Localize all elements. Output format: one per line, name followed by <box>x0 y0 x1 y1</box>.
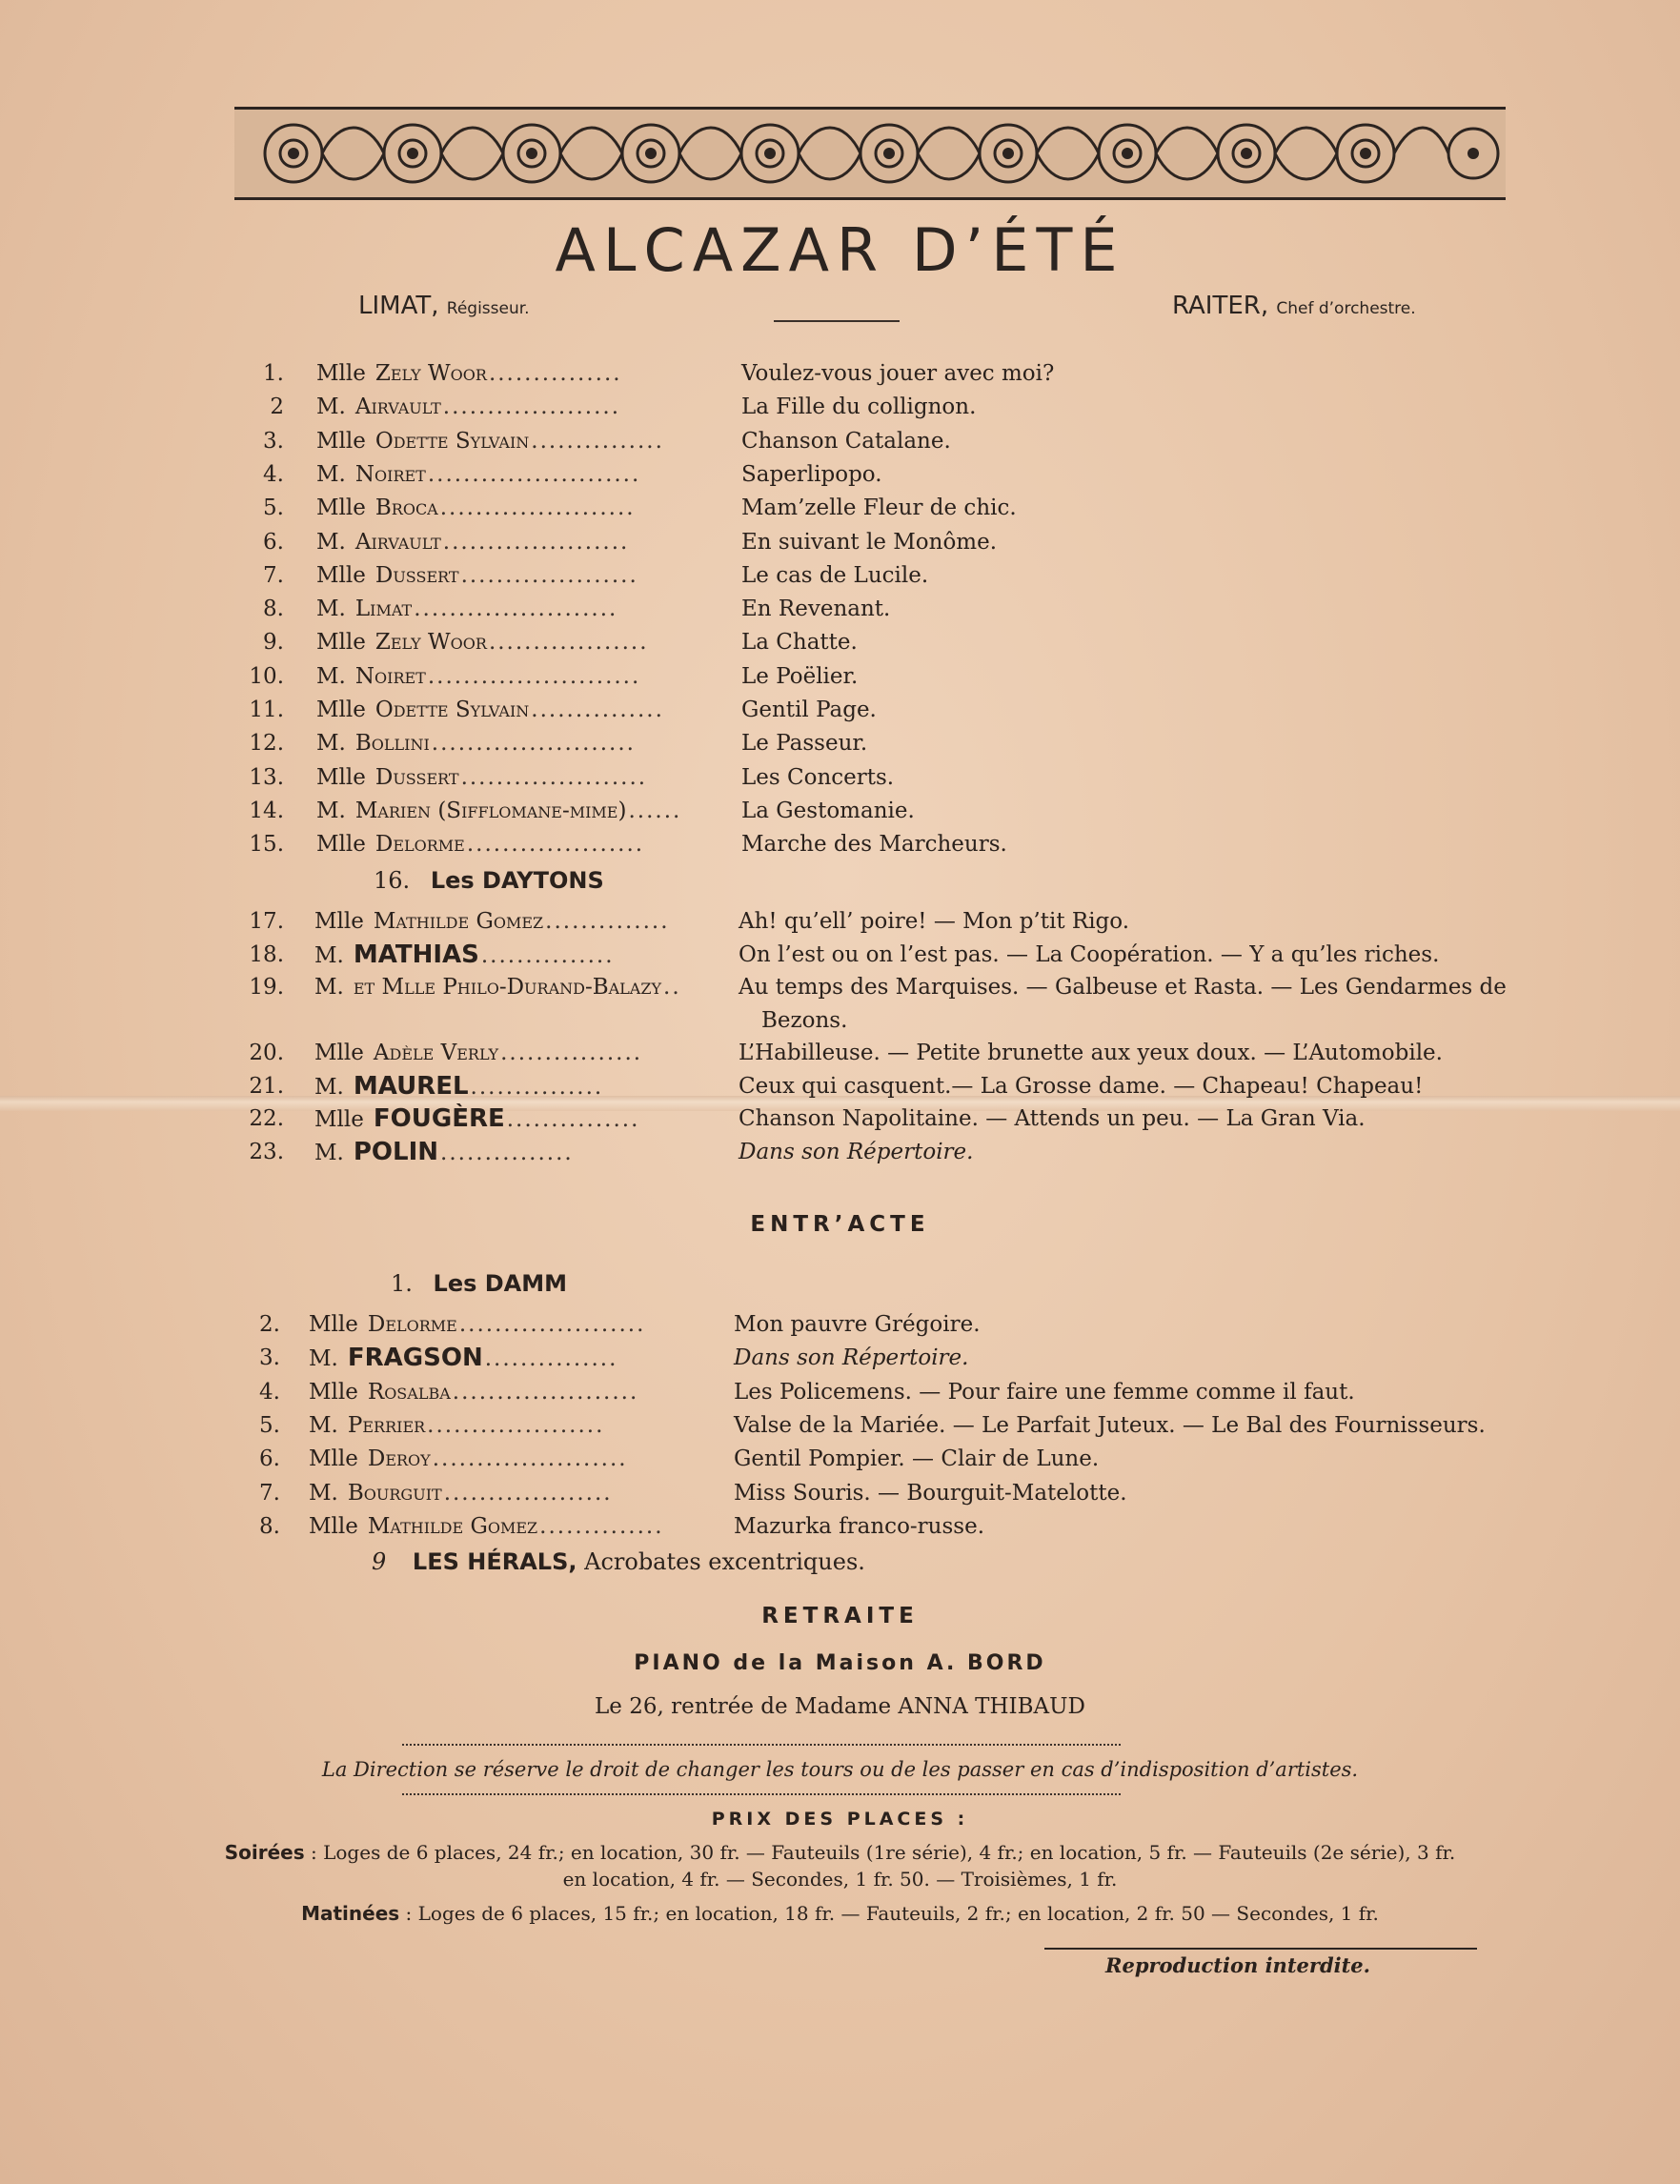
act-name: LES HÉRALS, <box>412 1548 577 1575</box>
leader-dots: ...................... <box>439 495 636 521</box>
song-title: Les Policemens. — Pour faire une femme comme il faut. <box>734 1379 1355 1405</box>
artist <box>309 1477 613 1509</box>
artist-title: Mlle <box>316 832 366 858</box>
artist-name: Mathilde Gomez <box>367 1513 538 1539</box>
artist-name: Noiret <box>354 461 426 487</box>
row-number: 2. <box>259 1312 280 1337</box>
song-title: Mon pauvre Grégoire. <box>734 1312 981 1337</box>
prix-soirees-line-1 <box>0 1839 1680 1866</box>
artist-name: Mathilde Gomez <box>373 909 544 934</box>
leader-dots: ...... <box>628 798 682 823</box>
row-number: 3. <box>259 1345 280 1371</box>
reproduction-notice: Reproduction interdite. <box>1105 1953 1370 1977</box>
artist <box>316 694 664 726</box>
artist <box>316 458 640 491</box>
row-number: 11. <box>249 698 284 722</box>
artist <box>314 905 670 938</box>
row-number: 6. <box>259 1446 280 1472</box>
artist <box>316 828 644 860</box>
artist-name: Odette Sylvain <box>374 698 530 722</box>
matinees-prices: : Loges de 6 places, 15 fr.; en location, 18 fr. — Fauteuils, 2 fr.; en location, 2 fr. 50 — Secondes, 1 fr. <box>405 1902 1379 1925</box>
artist <box>309 1443 628 1475</box>
leader-dots: .............. <box>545 909 670 934</box>
artist-title: Mlle <box>316 698 366 722</box>
leader-dots: ..................... <box>460 764 648 790</box>
artist-name: Noiret <box>354 663 426 689</box>
row-number: 15. <box>249 832 284 858</box>
piano-credit: PIANO de la Maison A. BORD <box>634 1651 1046 1675</box>
song-title: Chanson Napolitaine. — Attends un peu. — La Gran Via. <box>739 1106 1366 1131</box>
leader-dots: ........................ <box>427 663 641 689</box>
artist-name: Limat <box>354 597 413 622</box>
song-title: L’Habilleuse. — Petite brunette aux yeux doux. — L’Automobile. <box>739 1041 1443 1065</box>
artist-title: Mlle <box>309 1513 358 1539</box>
artist-title: M. <box>314 975 344 1000</box>
leader-dots: ............... <box>531 698 664 722</box>
artist-name: Zely Woor <box>374 630 487 656</box>
title-divider <box>774 320 900 322</box>
act-number: 9 <box>372 1548 387 1575</box>
artist <box>316 391 620 423</box>
row-number: 7. <box>263 562 284 588</box>
song-title: La Gestomanie. <box>741 798 915 823</box>
artist <box>309 1409 604 1442</box>
chef-orchestre-role: Chef d’orchestre. <box>1276 299 1416 318</box>
row-number: 5. <box>263 495 284 521</box>
song-title-continued: Bezons. <box>761 1007 848 1033</box>
artist-name: Bollini <box>354 731 430 757</box>
artist-title: M. <box>314 1074 344 1100</box>
artist-name: Airvault <box>354 529 441 555</box>
artist <box>309 1376 638 1408</box>
act-daytons <box>374 867 604 894</box>
artist-name: FRAGSON <box>347 1344 483 1373</box>
retraite-heading: RETRAITE <box>761 1604 919 1628</box>
artist <box>314 1102 639 1136</box>
song-title: Marche des Marcheurs. <box>741 832 1007 858</box>
ornamental-banner <box>234 107 1506 200</box>
page-title: ALCAZAR D’ÉTÉ <box>555 215 1125 285</box>
artist <box>314 1070 603 1103</box>
song-title: Chanson Catalane. <box>741 428 951 454</box>
artist-name: Marien (Sifflomane-mime) <box>354 798 627 823</box>
row-number: 23. <box>249 1139 284 1164</box>
leader-dots: ................... <box>443 1480 613 1506</box>
song-title: Valse de la Mariée. — Le Parfait Juteux. — Le Bal des Fournisseurs. <box>734 1412 1486 1438</box>
artist-title: Mlle <box>316 764 366 790</box>
artist <box>316 593 617 625</box>
leader-dots: .. <box>663 975 681 1000</box>
act-number: 16. <box>374 867 411 894</box>
artist <box>314 1037 642 1069</box>
artist-title: M. <box>314 1140 344 1165</box>
leader-dots: ............... <box>506 1107 640 1132</box>
artist-title: M. <box>309 1480 338 1506</box>
artist <box>316 492 636 524</box>
artist-title: M. <box>316 663 346 689</box>
chef-orchestre-name: RAITER, <box>1172 292 1269 320</box>
song-title: Voulez-vous jouer avec moi? <box>741 361 1055 386</box>
prix-soirees-line-2: en location, 4 fr. — Secondes, 1 fr. 50. — Troisièmes, 1 fr. <box>562 1868 1118 1891</box>
artist-title: Mlle <box>309 1446 358 1472</box>
row-number: 19. <box>249 975 284 1000</box>
leader-dots: .................... <box>442 394 621 420</box>
song-title: Miss Souris. — Bourguit-Matelotte. <box>734 1480 1127 1506</box>
row-number: 12. <box>249 731 284 757</box>
prix-matinees-line <box>0 1900 1680 1927</box>
leader-dots: ..................... <box>442 529 630 555</box>
artist-name: Dussert <box>374 764 459 790</box>
artist <box>316 526 629 558</box>
rentree-notice: Le 26, rentrée de Madame ANNA THIBAUD <box>595 1694 1085 1719</box>
song-title: Les Concerts. <box>741 764 895 790</box>
song-title: La Fille du collignon. <box>741 394 977 420</box>
artist-name: Delorme <box>367 1312 457 1337</box>
row-number: 10. <box>249 663 284 689</box>
row-number: 14. <box>249 798 284 823</box>
artist <box>316 626 649 658</box>
artist-title: M. <box>316 731 346 757</box>
act-name: Les DAMM <box>433 1270 568 1297</box>
row-number: 8. <box>259 1513 280 1539</box>
artist <box>316 425 664 457</box>
regisseur-role: Régisseur. <box>446 299 530 318</box>
leader-dots: ................ <box>500 1041 643 1065</box>
row-number: 13. <box>249 764 284 790</box>
row-number: 4. <box>263 461 284 487</box>
artist <box>316 795 681 827</box>
artist-name: Rosalba <box>367 1379 451 1405</box>
artist-title: Mlle <box>316 562 366 588</box>
song-title: Dans son Répertoire. <box>739 1139 974 1164</box>
artist-title: Mlle <box>309 1379 358 1405</box>
song-title: Ah! qu’ell’ poire! — Mon p’tit Rigo. <box>739 909 1130 934</box>
song-title: Le Poëlier. <box>741 663 859 689</box>
act-number: 1. <box>391 1270 413 1297</box>
row-number: 4. <box>259 1379 280 1405</box>
song-title: Dans son Répertoire. <box>734 1345 969 1371</box>
leader-dots: .................... <box>460 562 638 588</box>
song-title: Gentil Pompier. — Clair de Lune. <box>734 1446 1100 1472</box>
artist-name: MATHIAS <box>353 940 479 969</box>
prix-heading: PRIX DES PLACES : <box>711 1809 969 1830</box>
song-title: En Revenant. <box>741 597 891 622</box>
artist-title: Mlle <box>314 1041 364 1065</box>
leader-dots: ....................... <box>431 731 636 757</box>
act-name: Les DAYTONS <box>430 867 604 894</box>
row-number: 9. <box>263 630 284 656</box>
song-title: Mam’zelle Fleur de chic. <box>741 495 1017 521</box>
row-number: 18. <box>249 941 284 967</box>
ornamental-rule-top <box>402 1744 1121 1753</box>
row-number: 1. <box>263 361 284 386</box>
artist-title: M. <box>316 529 346 555</box>
row-number: 21. <box>249 1073 284 1099</box>
artist-title: Mlle <box>316 495 366 521</box>
leader-dots: ........................ <box>427 461 641 487</box>
regisseur-credit <box>358 292 530 320</box>
artist-title: M. <box>316 798 346 823</box>
artist-title: M. <box>316 597 346 622</box>
leader-dots: ............... <box>440 1140 574 1165</box>
artist-name: Deroy <box>367 1446 431 1472</box>
artist-name: FOUGÈRE <box>373 1104 505 1133</box>
row-number: 6. <box>263 529 284 555</box>
row-number: 17. <box>249 909 284 934</box>
song-title: Mazurka franco-russe. <box>734 1513 985 1539</box>
artist-name: Odette Sylvain <box>374 428 530 454</box>
act-damm <box>391 1270 567 1297</box>
artist-title: M. <box>309 1346 338 1372</box>
row-number: 5. <box>259 1412 280 1438</box>
artist-title: Mlle <box>316 361 366 386</box>
song-title: Saperlipopo. <box>741 461 882 487</box>
song-title: La Chatte. <box>741 630 858 656</box>
song-title: Le Passeur. <box>741 731 868 757</box>
artist-name: Dussert <box>374 562 459 588</box>
row-number: 3. <box>263 428 284 454</box>
artist-title: Mlle <box>309 1312 358 1337</box>
row-number: 8. <box>263 597 284 622</box>
leader-dots: .................... <box>466 832 645 858</box>
artist-name: Perrier <box>347 1412 426 1438</box>
artist-name: et Mlle Philo-Durand-Balazy <box>353 975 662 1000</box>
song-title: Gentil Page. <box>741 698 877 722</box>
artist <box>316 357 622 390</box>
chef-orchestre-credit <box>1172 292 1416 320</box>
leader-dots: ....................... <box>414 597 618 622</box>
act-description: Acrobates excentriques. <box>584 1548 865 1575</box>
artist-name: Bourguit <box>347 1480 442 1506</box>
ornamental-rule-bottom <box>402 1793 1121 1803</box>
leader-dots: ..................... <box>458 1312 646 1337</box>
artist <box>314 971 681 1003</box>
artist-name: Broca <box>374 495 438 521</box>
song-title: Au temps des Marquises. — Galbeuse et Rasta. — Les Gendarmes de <box>739 975 1507 1000</box>
leader-dots: ..................... <box>452 1379 639 1405</box>
artist-title: M. <box>309 1412 338 1438</box>
song-title: Ceux qui casquent.— La Grosse dame. — Chapeau! Chapeau! <box>739 1073 1424 1099</box>
artist-title: M. <box>316 394 346 420</box>
soirees-prices: : Loges de 6 places, 24 fr.; en location, 30 fr. — Fauteuils (1re série), 4 fr.; en location, 5 fr. — Fauteuils (2e série), 3 fr. <box>311 1841 1456 1864</box>
artist-title: M. <box>316 461 346 487</box>
act-herals <box>372 1548 865 1575</box>
artist-title: Mlle <box>316 428 366 454</box>
artist-title: Mlle <box>314 1107 364 1132</box>
soirees-label: Soirées <box>224 1841 305 1864</box>
leader-dots: .................. <box>488 630 649 656</box>
artist-name: MAUREL <box>353 1071 469 1101</box>
artist-name: Airvault <box>354 394 441 420</box>
leader-dots: ...................... <box>432 1446 628 1472</box>
artist-title: Mlle <box>316 630 366 656</box>
artist <box>309 1342 617 1375</box>
rosette-ornament-icon <box>234 110 1506 197</box>
artist <box>314 939 615 972</box>
row-number: 2 <box>270 394 284 420</box>
song-title: En suivant le Monôme. <box>741 529 998 555</box>
artist-title: M. <box>314 942 344 968</box>
leader-dots: ............... <box>488 361 622 386</box>
row-number: 22. <box>249 1106 284 1131</box>
artist-name: Zely Woor <box>374 361 487 386</box>
artist <box>316 727 636 759</box>
leader-dots: .............. <box>539 1513 664 1539</box>
artist <box>309 1510 664 1543</box>
song-title: On l’est ou on l’est pas. — La Coopération. — Y a qu’les riches. <box>739 941 1440 967</box>
row-number: 7. <box>259 1480 280 1506</box>
matinees-label: Matinées <box>301 1902 400 1925</box>
artist-name: Adèle Verly <box>373 1041 499 1065</box>
artist <box>316 559 638 592</box>
artist <box>316 660 640 693</box>
artist <box>314 1136 574 1169</box>
leader-dots: ............... <box>484 1346 618 1372</box>
regisseur-name: LIMAT, <box>358 292 439 320</box>
direction-note-line <box>0 1757 1680 1782</box>
song-title: Le cas de Lucile. <box>741 562 929 588</box>
leader-dots: ............... <box>480 942 615 968</box>
direction-note: La Direction se réserve le droit de changer les tours ou de les passer en cas d’indisposition d’artistes. <box>321 1758 1359 1781</box>
entracte-heading: ENTR’ACTE <box>750 1212 930 1237</box>
leader-dots: .................... <box>427 1412 605 1438</box>
artist-name: POLIN <box>353 1137 439 1166</box>
artist <box>309 1308 645 1341</box>
row-number: 20. <box>249 1041 284 1065</box>
reproduction-rule <box>1044 1948 1477 1950</box>
leader-dots: ............... <box>531 428 664 454</box>
leader-dots: ............... <box>470 1074 604 1100</box>
artist-title: Mlle <box>314 909 364 934</box>
artist-name: Delorme <box>374 832 465 858</box>
artist <box>316 761 647 794</box>
